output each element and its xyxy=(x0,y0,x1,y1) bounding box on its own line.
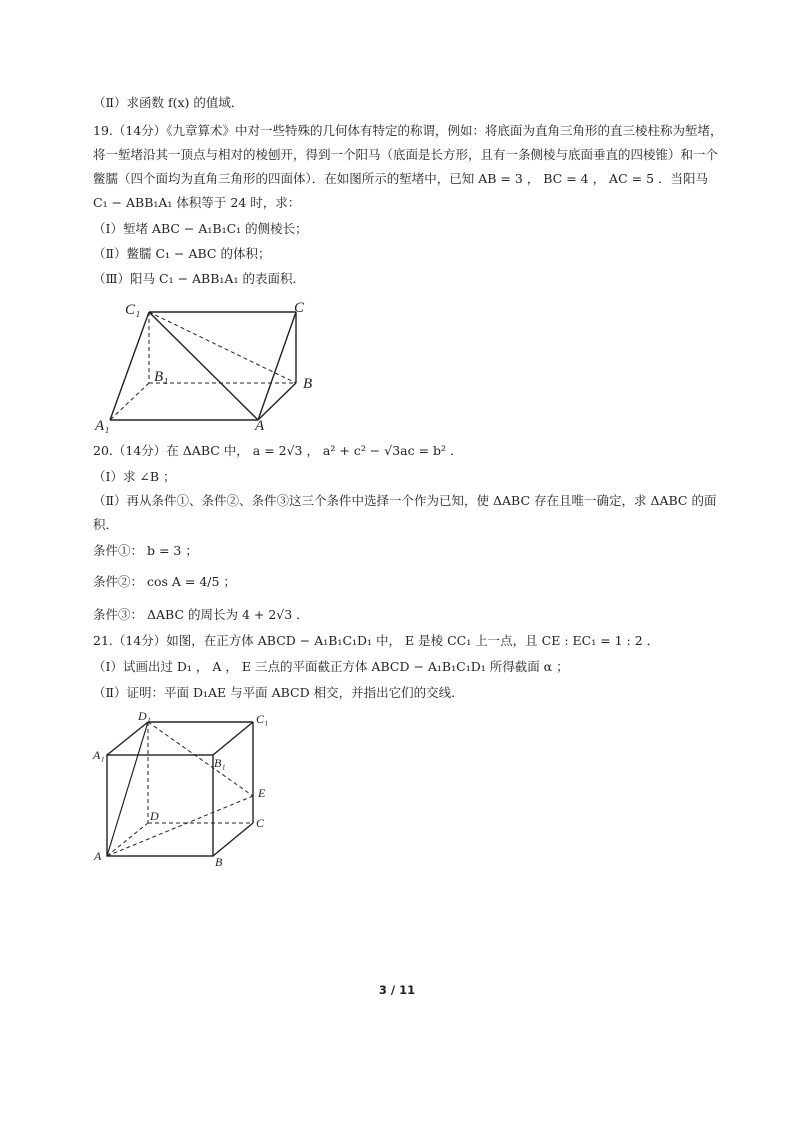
label-b: B xyxy=(303,376,313,392)
text-line: （Ⅲ）阳马 C₁ − ABB₁A₁ 的表面积． xyxy=(93,271,305,286)
text-line: 条件①： b = 3 ； xyxy=(93,543,198,558)
text-line: 条件②： cos A = 4/5 ； xyxy=(93,574,236,589)
label-a1: A₁ xyxy=(95,418,110,434)
text-line: 将一堑堵沿其一顶点与相对的棱刨开，得到一个阳马（底面是长方形，且有一条侧棱与底面垂直的四棱锥）和一个 xyxy=(93,147,719,162)
label-b: B xyxy=(215,855,223,868)
text-line: （Ⅰ）求 ∠B ； xyxy=(93,469,176,484)
label-d: D xyxy=(150,809,159,823)
label-c: C xyxy=(294,300,305,316)
text-line: （Ⅰ）试画出过 D₁ ， A ， E 三点的平面截正方体 ABCD − A₁B₁C₁D₁ 所得截面 α ； xyxy=(93,659,569,674)
label-a: A xyxy=(94,849,102,863)
cube-figure xyxy=(90,708,280,868)
text-line: 鳖臑（四个面均为直角三角形的四面体）．在如图所示的堑堵中，已知 AB = 3 ， BC = 4 ， AC = 5 ．当阳马 xyxy=(93,171,708,186)
label-b1: B₁ xyxy=(154,369,169,385)
text-line: （Ⅰ）堑堵 ABC − A₁B₁C₁ 的侧棱长； xyxy=(93,221,308,236)
text-line: 19.（14分）《九章算术》中对一些特殊的几何体有特定的称谓，例如：将底面为直角三角形的直三棱柱称为堑堵， xyxy=(93,123,723,138)
label-d1: D₁ xyxy=(138,709,151,723)
label-c1: C₁ xyxy=(256,712,269,726)
text-line: 条件③： ΔABC 的周长为 4 + 2√3 ． xyxy=(93,607,309,622)
text-line: （Ⅱ）证明：平面 D₁AE 与平面 ABCD 相交，并指出它们的交线． xyxy=(93,685,464,700)
label-c: C xyxy=(256,816,265,830)
prism-figure xyxy=(92,295,332,435)
label-e: E xyxy=(258,786,266,800)
text-line: 20.（14分）在 ΔABC 中， a = 2√3 ， a² + c² − √3ac = b² ． xyxy=(93,443,463,458)
text-line: （Ⅱ）求函数 f(x) 的值域． xyxy=(93,95,244,110)
label-c1: C₁ xyxy=(125,302,141,318)
text-line: （Ⅱ）鳖臑 C₁ − ABC 的体积； xyxy=(93,246,271,261)
text-line: 21.（14分）如图，在正方体 ABCD − A₁B₁C₁D₁ 中， E 是棱 CC₁ 上一点，且 CE : EC₁ = 1 : 2 ． xyxy=(93,633,660,648)
label-b1: B₁ xyxy=(214,756,226,770)
page-number: 3 / 11 xyxy=(378,983,416,997)
text-line: 积． xyxy=(93,517,119,532)
text-line: C₁ − ABB₁A₁ 体积等于 24 时，求： xyxy=(93,195,301,210)
label-a: A xyxy=(255,418,265,434)
label-a1: A₁ xyxy=(93,748,105,762)
text-line: （Ⅱ）再从条件①、条件②、条件③这三个条件中选择一个作为已知，使 ΔABC 存在且唯一确定，求 ΔABC 的面 xyxy=(93,493,717,508)
